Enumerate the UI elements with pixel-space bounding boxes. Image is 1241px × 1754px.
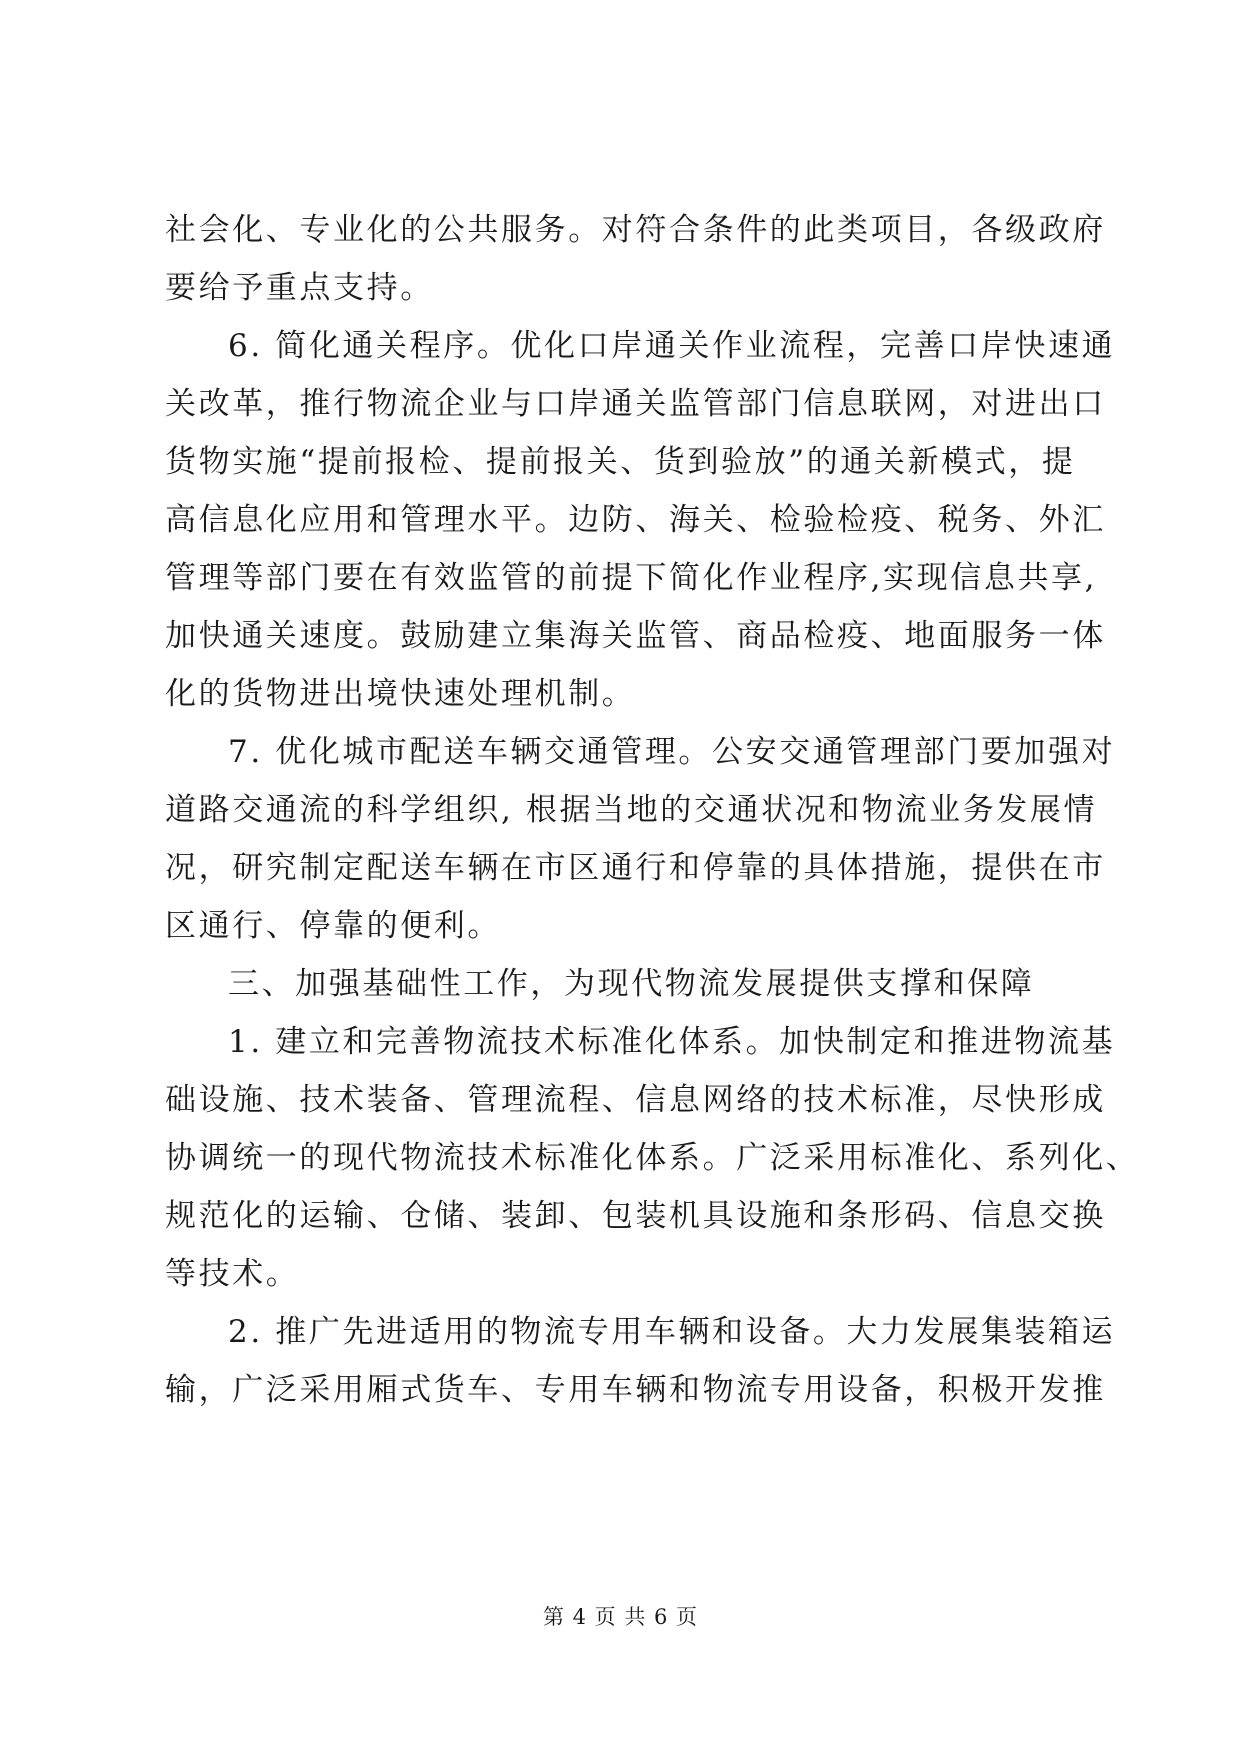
text-line: 输，广泛采用厢式货车、专用车辆和物流专用设备，积极开发推: [165, 1372, 1106, 1408]
text-line: 2. 推广先进适用的物流专用车辆和设备。大力发展集装箱运: [228, 1314, 1116, 1350]
text-line: 区通行、停靠的便利。: [165, 908, 501, 944]
text-line: 货物实施“提前报检、提前报关、货到验放”的通关新模式，提: [165, 444, 1076, 480]
text-line: 关改革，推行物流企业与口岸通关监管部门信息联网，对进出口: [165, 386, 1106, 422]
text-line: 要给予重点支持。: [165, 270, 434, 306]
text-line: 协调统一的现代物流技术标准化体系。广泛采用标准化、系列化、: [165, 1140, 1140, 1176]
text-line: 化的货物进出境快速处理机制。: [165, 676, 636, 712]
text-line: 高信息化应用和管理水平。边防、海关、检验检疫、税务、外汇: [165, 502, 1106, 538]
text-line: 道路交通流的科学组织, 根据当地的交通状况和物流业务发展情: [165, 792, 1098, 828]
section-heading: 三、加强基础性工作，为现代物流发展提供支撑和保障: [228, 966, 1035, 1002]
text-line: 础设施、技术装备、管理流程、信息网络的技术标准，尽快形成: [165, 1082, 1106, 1118]
text-line: 社会化、专业化的公共服务。对符合条件的此类项目，各级政府: [165, 212, 1106, 248]
text-line: 6. 简化通关程序。优化口岸通关作业流程，完善口岸快速通: [228, 328, 1116, 364]
text-line: 1. 建立和完善物流技术标准化体系。加快制定和推进物流基: [228, 1024, 1116, 1060]
text-line: 管理等部门要在有效监管的前提下简化作业程序,实现信息共享,: [165, 560, 1098, 596]
text-line: 规范化的运输、仓储、装卸、包装机具设施和条形码、信息交换: [165, 1198, 1106, 1234]
text-line: 况，研究制定配送车辆在市区通行和停靠的具体措施，提供在市: [165, 850, 1106, 886]
text-line: 7. 优化城市配送车辆交通管理。公安交通管理部门要加强对: [228, 734, 1116, 770]
page-number-footer: 第 4 页 共 6 页: [542, 1605, 699, 1629]
text-line: 等技术。: [165, 1256, 300, 1292]
text-line: 加快通关速度。鼓励建立集海关监管、商品检疫、地面服务一体: [165, 618, 1106, 654]
